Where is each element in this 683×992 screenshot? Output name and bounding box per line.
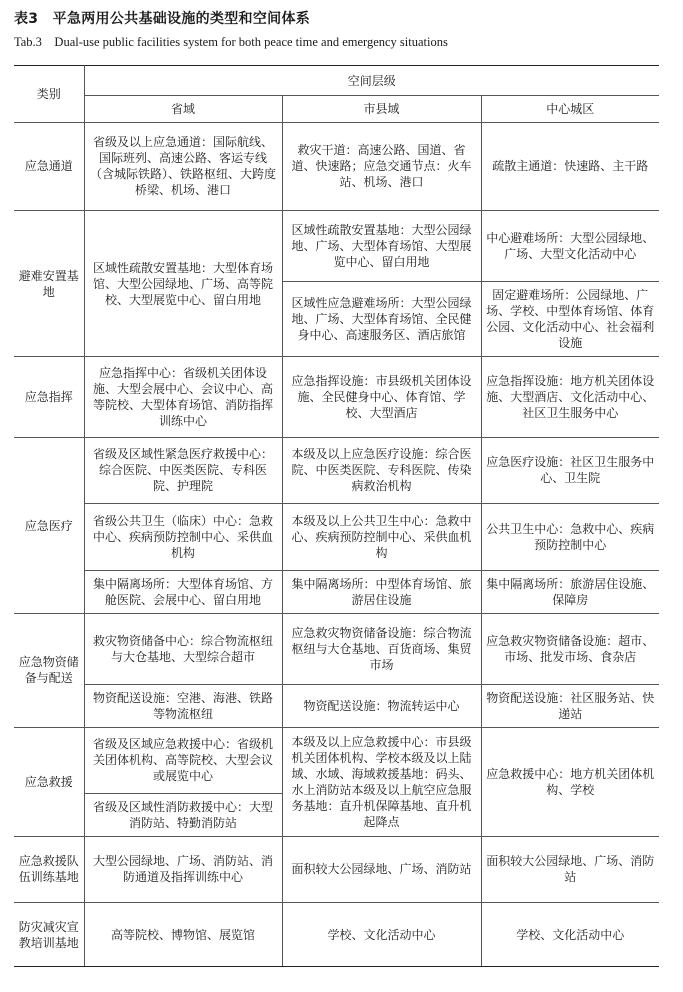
table-cell: 区域性应急避难场所：大型公园绿地、广场、大型体育场馆、全民健身中心、高速服务区、酒店旅馆: [282, 282, 481, 357]
table-cell: 省级及区域应急救援中心：省级机关团体机构、高等院校、大型会议或展览中心: [84, 727, 282, 794]
table-cell: 大型公园绿地、广场、消防站、消防通道及指挥训练中心: [84, 836, 282, 903]
header-province: 省域: [84, 96, 282, 122]
table-cell: 学校、文化活动中心: [282, 903, 481, 967]
table-cell: 集中隔离场所：中型体育场馆、旅游居住设施: [282, 570, 481, 613]
table-row: [14, 685, 659, 727]
header-category: 类别: [14, 66, 84, 123]
header-city: 市县域: [282, 96, 481, 122]
table-cell: 疏散主通道：快速路、主干路: [481, 122, 659, 211]
table-cell: 集中隔离场所：旅游居住设施、保障房: [481, 570, 659, 613]
row-label: 应急指挥: [14, 356, 84, 437]
row-label: 应急医疗: [14, 437, 84, 614]
table-cell: 本级及以上应急救援中心：市县级机关团体机构、学校本级及以上陆域、水域、海域救援基地：码头、水上消防站本级及以上航空应急服务基地：直升机保障基地、直升机起降点: [282, 727, 481, 836]
table-row: [14, 504, 659, 571]
table-row: [14, 437, 659, 504]
table-cell: 学校、文化活动中心: [481, 903, 659, 967]
row-label: 应急物资储备与配送: [14, 614, 84, 727]
table-cell: 物资配送设施：社区服务站、快递站: [481, 685, 659, 727]
table-cell: 面积较大公园绿地、广场、消防站: [481, 836, 659, 903]
table-cell: 固定避难场所：公园绿地、广场、学校、中型体育场馆、体育公园、文化活动中心、社会福利设施: [481, 282, 659, 357]
table-row: [14, 727, 659, 794]
table-cell: 应急救灾物资储备设施：超市、市场、批发市场、食杂店: [481, 614, 659, 685]
row-label: 应急救援: [14, 727, 84, 836]
table-cell: 本级及以上应急医疗设施：综合医院、中医类医院、专科医院、传染病救治机构: [282, 437, 481, 504]
table-cell: 物资配送设施：空港、海港、铁路等物流枢纽: [84, 685, 282, 727]
table-cell: 应急指挥设施：地方机关团体设施、大型酒店、文化活动中心、社区卫生服务中心: [481, 356, 659, 437]
facilities-table: [14, 65, 659, 967]
row-label: 应急救援队伍训练基地: [14, 836, 84, 903]
table-cell: 应急指挥中心：省级机关团体设施、大型会展中心、会议中心、高等院校、大型体育场馆、消防指挥训练中心: [84, 356, 282, 437]
table-caption-zh: 表3 平急两用公共基础设施的类型和空间体系: [14, 11, 311, 27]
table-cell: 救灾物资储备中心：综合物流枢纽与大仓基地、大型综合超市: [84, 614, 282, 685]
table-row: [14, 836, 659, 903]
table-cell: 应急救援中心：地方机关团体机构、学校: [481, 727, 659, 836]
table-cell: 省级及区域性消防救援中心：大型消防站、特勤消防站: [84, 794, 282, 836]
table-cell: 面积较大公园绿地、广场、消防站: [282, 836, 481, 903]
row-label: 防灾减灾宣教培训基地: [14, 903, 84, 967]
table-cell: 应急指挥设施：市县级机关团体设施、全民健身中心、体育馆、学校、大型酒店: [282, 356, 481, 437]
table-caption-en: Tab.3 Dual-use public facilities system for both peace time and emergency situations: [14, 35, 448, 49]
table-cell: 应急救灾物资储备设施：综合物流枢纽与大仓基地、百货商场、集贸市场: [282, 614, 481, 685]
table-cell: 物资配送设施：物流转运中心: [282, 685, 481, 727]
table-row: [14, 903, 659, 967]
table-cell: 应急医疗设施：社区卫生服务中心、卫生院: [481, 437, 659, 504]
header-center: 中心城区: [481, 96, 659, 122]
table-row: [14, 614, 659, 685]
table-row: [14, 356, 659, 437]
header-spatial-level: 空间层级: [84, 66, 659, 96]
table-cell: 省级公共卫生（临床）中心：急救中心、疾病预防控制中心、采供血机构: [84, 504, 282, 571]
table-row: [14, 570, 659, 613]
table-cell: 省级及区域性紧急医疗救援中心：综合医院、中医类医院、专科医院、护理院: [84, 437, 282, 504]
table-row: [14, 122, 659, 211]
header-row-1: [14, 66, 659, 96]
table-cell: 高等院校、博物馆、展览馆: [84, 903, 282, 967]
header-row-2: [14, 96, 659, 122]
row-label: 应急通道: [14, 122, 84, 211]
table-cell: 中心避难场所：大型公园绿地、广场、大型文化活动中心: [481, 211, 659, 282]
table-row: [14, 211, 659, 282]
table-cell: 本级及以上公共卫生中心：急救中心、疾病预防控制中心、采供血机构: [282, 504, 481, 571]
row-label: 避难安置基地: [14, 211, 84, 356]
table-cell: 区域性疏散安置基地：大型公园绿地、广场、大型体育场馆、大型展览中心、留白用地: [282, 211, 481, 282]
table-cell: 省级及以上应急通道：国际航线、国际班列、高速公路、客运专线（含城际铁路）、铁路枢纽、大跨度桥梁、机场、港口: [84, 122, 282, 211]
table-cell: 区域性疏散安置基地：大型体育场馆、大型公园绿地、广场、高等院校、大型展览中心、留白用地: [84, 211, 282, 356]
table-cell: 公共卫生中心：急救中心、疾病预防控制中心: [481, 504, 659, 571]
table-cell: 集中隔离场所：大型体育场馆、方舱医院、会展中心、留白用地: [84, 570, 282, 613]
table-cell: 救灾干道：高速公路、国道、省道、快速路；应急交通节点：火车站、机场、港口: [282, 122, 481, 211]
